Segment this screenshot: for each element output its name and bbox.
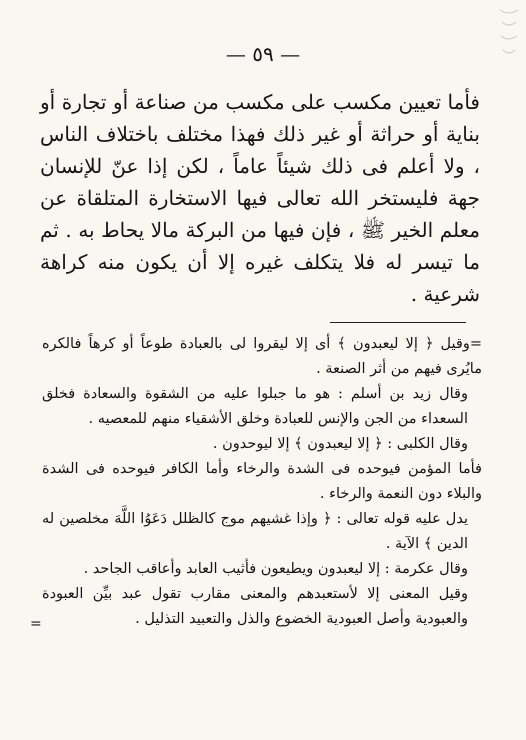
main-text <box>40 86 480 310</box>
page-number: — ٥٩ — <box>225 42 301 66</box>
continuation-mark: = <box>30 616 42 632</box>
footnote-paragraph: فأما المؤمن فيوحده فى الشدة والرخاء وأما الكافر فيوحده فى الشدة والبلاء دون النعمة والرخاء . <box>42 461 482 502</box>
footnote-paragraph: يدل عليه قوله تعالى : ﴿ وإذا غشيهم موج كالظلل دَعَوُا اللَّهَ مخلصين له الدين ﴾ الآية . <box>42 511 468 552</box>
main-paragraph: فأما تعيين مكسب على مكسب من صناعة أو تجارة أو بناية أو حراثة أو غير ذلك فهذا مختلف باختلاف الناس ، ولا أعلم فى ذلك شيئاً عاماً ، لكن إذا عنّ للإنسان جهة فليستخر الله تعالى فيها الاستخارة المتلقاة عن معلم الخير ﷺ ، فإن فيها من البركة مالا يحاط به . ثم ما تيسر له فلا يتكلف غيره إلا أن يكون منه كراهة شرعية . <box>40 90 480 306</box>
footnote-divider <box>330 322 466 323</box>
footnote-paragraph: وقال عكرمة : إلا ليعبدون ويطيعون فأثيب العابد وأعاقب الجاحد . <box>83 561 468 577</box>
footnotes <box>42 332 482 632</box>
footnote-paragraph: وقال الكلبى : ﴿ إلا ليعبدون ﴾ إلا ليوحدون . <box>212 436 468 452</box>
footnote-paragraph: =وقيل ﴿ إلا ليعبدون ﴾ أى إلا ليقروا لى بالعبادة طوعاً أو كرهاً فالكره مايُرى فيهم من أثر الصنعة . <box>42 336 482 377</box>
footnote-paragraph: وقال زيد بن أسلم : هو ما جبلوا عليه من الشقوة والسعادة فخلق السعداء من الجن والإنس للعبادة وخلق الأشقياء منهم للمعصيه . <box>42 386 468 427</box>
footnote-paragraph: وقيل المعنى إلا لأستعبدهم والمعنى مقارب تقول عبد بيِّن العبودة والعبودية وأصل العبودية الخضوع والذل والتعبيد التذليل . <box>42 586 468 627</box>
